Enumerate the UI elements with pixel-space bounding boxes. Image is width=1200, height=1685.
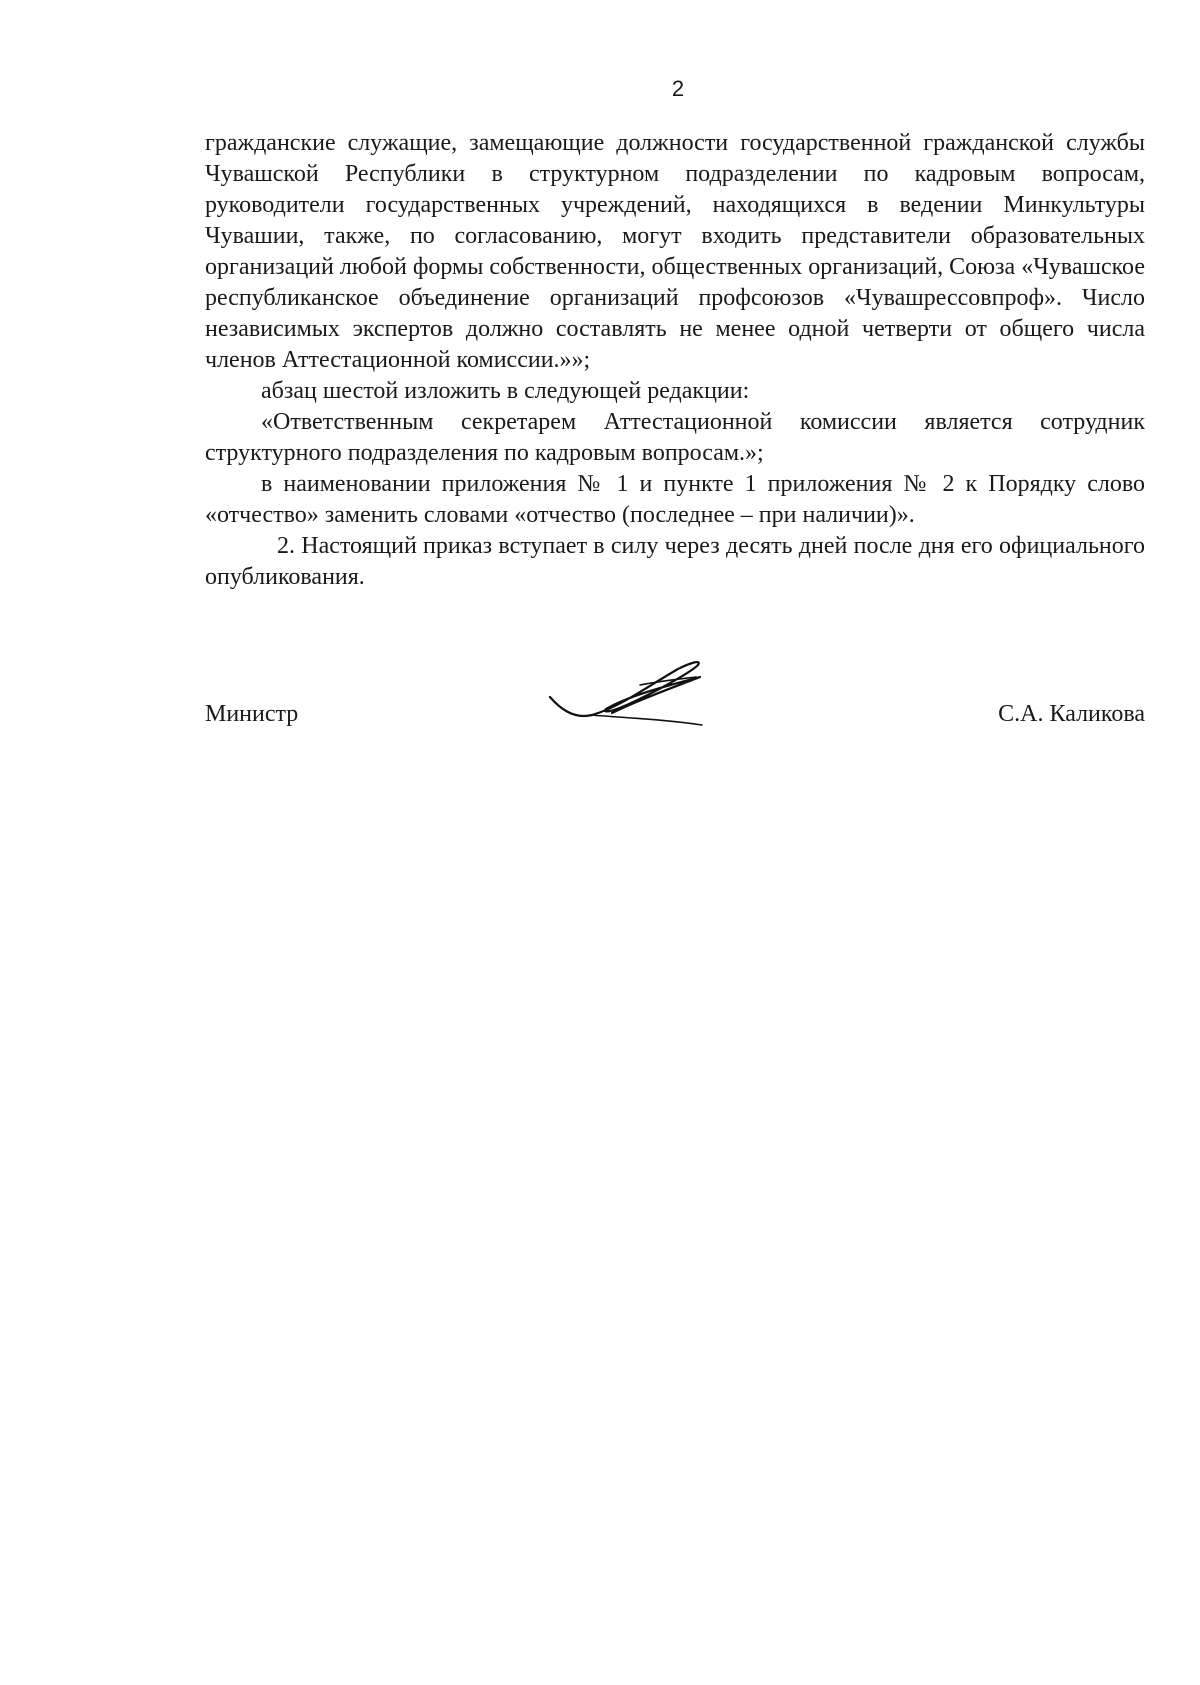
signature-block (205, 655, 1145, 735)
document-body (205, 128, 1145, 593)
paragraph-commission-composition: гражданские служащие, замещающие должности государственной гражданской службы Чувашской Республики в структурном подразделении по кадровым вопросам, руководители государственных учреждений, находящихся в ведении Минкультуры Чувашии, также, по согласованию, могут входить представители образовательных организаций любой формы собственности, общественных организаций, Союза «Чувашское республиканское объединение организаций профсоюзов «Чувашрессовпроф». Число независимых экспертов должно составлять не менее одной четверти от общего числа членов Аттестационной комиссии.»»; (205, 130, 1145, 373)
paragraph-sixth-clause-intro: абзац шестой изложить в следующей редакции: (261, 378, 750, 404)
signer-role: Министр (205, 701, 299, 727)
page-number: 2 (671, 76, 685, 101)
paragraph-secretary-clause: «Ответственным секретарем Аттестационной комиссии является сотрудник структурного подразделения по кадровым вопросам.»; (205, 409, 1145, 466)
paragraph-appendix-rename: в наименовании приложения № 1 и пункте 1 приложения № 2 к Порядку слово «отчество» заменить словами «отчество (последнее – при наличии)». (205, 471, 1145, 528)
paragraph-effective-date: 2. Настоящий приказ вступает в силу через десять дней после дня его официального опубликования. (205, 533, 1145, 590)
signer-name: С.А. Каликова (998, 701, 1145, 727)
handwritten-signature (530, 655, 730, 735)
